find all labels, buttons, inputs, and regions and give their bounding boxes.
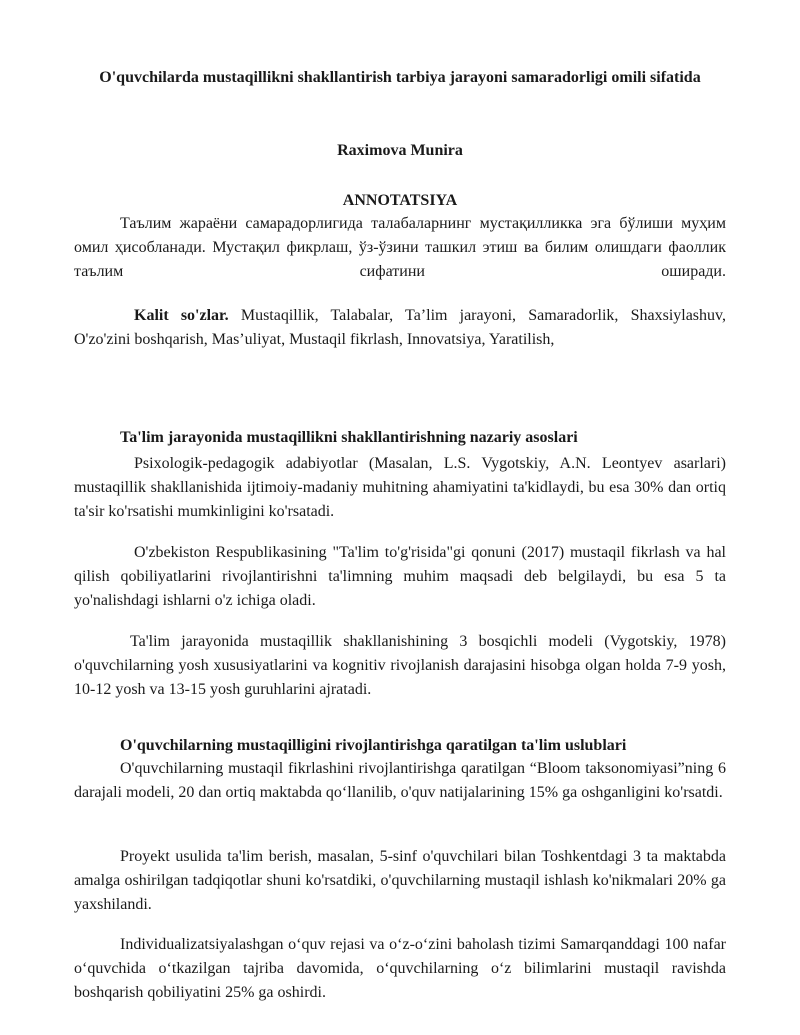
section-paragraph: O'quvchilarning mustaqil fikrlashini rivojlantirishga qaratilgan “Bloom taksonomiyasi”ning 6 darajali modeli, 20 dan ortiq maktabda qo‘llanilib, o'quv natijalarining 15% ga oshganligini ko'rsatdi. bbox=[74, 760, 726, 801]
author-name: Raximova Munira bbox=[337, 142, 463, 159]
section-heading: Ta'lim jarayonida mustaqillikni shakllantirishning nazariy asoslari bbox=[120, 429, 578, 446]
keywords-list: Mustaqillik, Talabalar, Ta’lim jarayoni, Samaradorlik, Shaxsiylashuv, O'zo'zini boshqarish, Mas’uliyat, Mustaqil fikrlash, Innovatsiya, Yaratilish, bbox=[74, 307, 726, 348]
section-paragraph: Individualizatsiyalashgan o‘quv rejasi va o‘z-o‘zini baholash tizimi Samarqanddagi 100 nafar o‘quvchida o‘tkazilgan tajriba davomida, o‘quvchilarning o‘z bilimlarini mustaqil ravishda boshqarish qobiliyatini 25% ga oshirdi. bbox=[74, 936, 726, 1001]
section-paragraph: O'zbekiston Respublikasining "Ta'lim to'g'risida"gi qonuni (2017) mustaqil fikrlash va hal qilish qobiliyatlarini rivojlantirishni ta'limning muhim maqsadi deb belgilaydi, bu esa 5 ta yo'nalishdagi ishlarni o'z ichiga oladi. bbox=[74, 544, 726, 609]
section-paragraph: Proyekt usulida ta'lim berish, masalan, 5-sinf o'quvchilari bilan Toshkentdagi 3 ta maktabda amalga oshirilgan tadqiqotlar shuni ko'rsatdiki, o'quvchilarning mustaqil ishlash ko'nikmalari 20% ga yaxshilandi. bbox=[74, 848, 726, 913]
keywords-paragraph bbox=[74, 304, 726, 352]
section-paragraph: Psixologik-pedagogik adabiyotlar (Masalan, L.S. Vygotskiy, A.N. Leontyev asarlari) mustaqillik shakllanishida ijtimoiy-madaniy muhitning ahamiyatini ta'kidlaydi, bu esa 30% dan ortiq ta'sir ko'rsatishi mumkinligini ko'rsatadi. bbox=[74, 455, 726, 520]
annotation-heading: ANNOTATSIYA bbox=[342, 192, 458, 209]
section-heading: O'quvchilarning mustaqilligini rivojlantirishga qaratilgan ta'lim uslublari bbox=[120, 737, 627, 754]
section-paragraph: Ta'lim jarayonida mustaqillik shakllanishining 3 bosqichli modeli (Vygotskiy, 1978) o'quvchilarning yosh xususiyatlarini va kognitiv rivojlanish darajasini hisobga olgan holda 7-9 yosh, 10-12 yosh va 13-15 yosh guruhlarini ajratadi. bbox=[74, 633, 726, 698]
annotation-paragraph: Таълим жараёни самарадорлигида талабаларнинг мустақилликка эга бўлиши муҳим омил ҳисобланади. Мустақил фикрлаш, ўз-ўзини ташкил этиш ва билим олишдаги фаоллик таълим сифатини оширади. bbox=[74, 215, 726, 280]
keywords-label: Kalit so'zlar. bbox=[134, 307, 229, 324]
document-title: O'quvchilarda mustaqillikni shakllantirish tarbiya jarayoni samaradorligi omili sifatida bbox=[99, 69, 701, 86]
